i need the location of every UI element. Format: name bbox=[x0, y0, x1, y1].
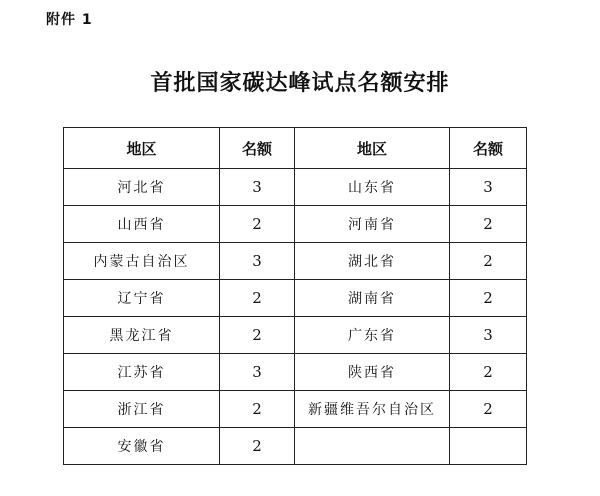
region-cell: 湖北省 bbox=[295, 243, 450, 280]
region-cell: 黑龙江省 bbox=[64, 317, 220, 354]
quota-cell: 3 bbox=[220, 354, 295, 391]
region-cell: 安徽省 bbox=[64, 428, 220, 465]
table-row bbox=[64, 206, 527, 243]
region-cell: 广东省 bbox=[295, 317, 450, 354]
quota-cell: 2 bbox=[220, 317, 295, 354]
quota-cell: 2 bbox=[450, 280, 527, 317]
quota-cell bbox=[450, 428, 527, 465]
quota-cell: 2 bbox=[220, 428, 295, 465]
table-row bbox=[64, 428, 527, 465]
quota-cell: 3 bbox=[450, 317, 527, 354]
column-header-quota: 名额 bbox=[220, 128, 295, 169]
column-header-region: 地区 bbox=[295, 128, 450, 169]
column-header-region: 地区 bbox=[64, 128, 220, 169]
quota-cell: 2 bbox=[220, 391, 295, 428]
table-row bbox=[64, 169, 527, 206]
quota-cell: 2 bbox=[450, 243, 527, 280]
region-cell: 陕西省 bbox=[295, 354, 450, 391]
quota-cell: 3 bbox=[450, 169, 527, 206]
quota-table bbox=[63, 127, 527, 465]
region-cell: 新疆维吾尔自治区 bbox=[295, 391, 450, 428]
region-cell: 辽宁省 bbox=[64, 280, 220, 317]
page-title: 首批国家碳达峰试点名额安排 bbox=[150, 71, 450, 96]
column-header-quota: 名额 bbox=[450, 128, 527, 169]
table-row bbox=[64, 317, 527, 354]
quota-cell: 2 bbox=[450, 206, 527, 243]
region-cell: 山东省 bbox=[295, 169, 450, 206]
region-cell: 湖南省 bbox=[295, 280, 450, 317]
quota-cell: 2 bbox=[450, 391, 527, 428]
region-cell: 河北省 bbox=[64, 169, 220, 206]
quota-cell: 3 bbox=[220, 243, 295, 280]
region-cell: 河南省 bbox=[295, 206, 450, 243]
quota-cell: 2 bbox=[220, 280, 295, 317]
region-cell: 山西省 bbox=[64, 206, 220, 243]
region-cell: 浙江省 bbox=[64, 391, 220, 428]
table-header-row bbox=[64, 128, 527, 169]
table-row bbox=[64, 243, 527, 280]
table-row bbox=[64, 391, 527, 428]
quota-cell: 2 bbox=[450, 354, 527, 391]
attachment-label: 附件 1 bbox=[46, 12, 93, 28]
region-cell: 内蒙古自治区 bbox=[64, 243, 220, 280]
quota-cell: 2 bbox=[220, 206, 295, 243]
quota-cell: 3 bbox=[220, 169, 295, 206]
table-row bbox=[64, 280, 527, 317]
region-cell: 江苏省 bbox=[64, 354, 220, 391]
table-row bbox=[64, 354, 527, 391]
region-cell bbox=[295, 428, 450, 465]
